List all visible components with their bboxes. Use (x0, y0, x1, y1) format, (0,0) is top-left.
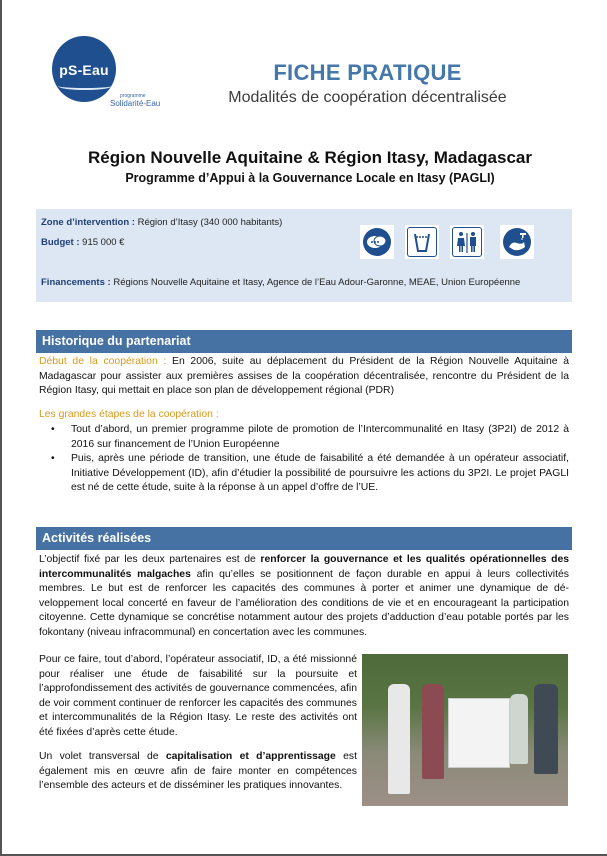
debut-text: En 2006, suite au déplacement du Président de la Région Nouvelle Aquitaine à Madagascar pour assister aux premières assises de la coopération décentralisée, rencontre du Président de la Région Itasy, qui mettait en place son plan de développement régional (PDR) (39, 356, 570, 396)
logo-subline-2: Solidarité-Eau (110, 99, 161, 108)
toilets-icon (450, 225, 484, 259)
water-glass-icon (405, 225, 439, 259)
handwashing-icon (500, 225, 534, 259)
activites-paragraph-1 (39, 553, 569, 640)
project-sign (448, 698, 510, 768)
speech-bubbles-icon (360, 225, 394, 259)
logo-subline-1: programme (120, 93, 146, 99)
etape-item: • Tout d’abord, un premier programme pilote de promotion de l’Intercommunalité en Itasy (3P2I) de 2012 à 2016 sur financement de l’Union Européenne (39, 423, 569, 452)
debut-paragraph (39, 355, 569, 399)
debut-label: Début de la coopération : (39, 356, 167, 367)
financements-value: Régions Nouvelle Aquitaine et Itasy, Agence de l’Eau Adour-Garonne, MEAE, Union Européenne (110, 277, 521, 288)
p3-text-c: est également mis en œuvre afin de faire monter en compétences l’ensemble des acteurs et de disséminer les pratiques innovantes. (39, 751, 358, 791)
project-info-box (36, 209, 572, 302)
budget-label: Budget : (41, 237, 80, 248)
logo-wave-icon (58, 82, 112, 90)
p3-text-bold: capitalisation et d’apprentissage (165, 751, 336, 762)
activites-paragraph-2: Pour ce faire, tout d’abord, l’opérateur associatif, ID, a été missionné pour réaliser une étude de faisabilité sur la poursuite et l’approfondissement des activités de gouvernance commencées, afin de voir comment continuer de renforcer les capacités des communes et intercommunalités de la Région Itasy. Le reste des activités ont été fixées d’après cette étude. (39, 654, 357, 738)
project-subtitle: Programme d’Appui à la Gouvernance Locale en Itasy (PAGLI) (125, 171, 495, 185)
document-subtitle: Modalités de coopération décentralisée (228, 89, 507, 106)
p1-text-bold: renforcer la gouvernance et les qualités opérationnelles des intercommunalités malgaches (39, 554, 569, 580)
etape-item: • Puis, après une période de transition, une étude de faisabilité a été demandée à un opérateur associatif, Initiative Développement (ID), afin d’étudier la possibilité de poursuivre les actions du 3P2I. Le projet PAGLI est né de cette étude, suite à la réponse à un appel d’offre de l’UE. (39, 452, 569, 496)
zone-value: Région d’Itasy (340 000 habitants) (134, 217, 283, 228)
section-header-historique: Historique du partenariat (36, 330, 572, 353)
p1-text-c: afin qu’elles se positionnent de façon durable en appui à leurs collectivités membres. Le but est de renforcer les capacités des communes à porter et animer une dynamique de développement local concerté en faveur de l’amélioration des conditions de vie et en encourageant la participation citoyenne. Cette dynamique se concrétise notamment autour des projets d’adduction d’eau potable portés par les fokontany (niveau infracommunal) en concertation avec les communes. (39, 568, 569, 638)
etapes-list (39, 423, 569, 496)
project-title: Région Nouvelle Aquitaine & Région Itasy, Madagascar (88, 148, 532, 167)
financements-label: Financements : (41, 277, 111, 288)
p1-text-a: L’objectif fixé par les deux partenaires est de (39, 554, 261, 565)
budget-value: 915 000 € (79, 237, 125, 248)
financements-line (41, 277, 520, 288)
zone-label: Zone d’intervention : (41, 217, 135, 228)
etapes-label: Les grandes étapes de la coopération : (39, 409, 219, 420)
zone-line (41, 217, 282, 228)
group-photo (362, 654, 568, 806)
p3-text-a: Un volet transversal de (39, 751, 166, 762)
budget-line (41, 237, 124, 248)
document-title: FICHE PRATIQUE (273, 60, 462, 85)
section-header-activites: Activités réalisées (36, 527, 572, 550)
logo-text: pS-Eau (59, 62, 109, 78)
activites-paragraph-3 (39, 750, 357, 794)
